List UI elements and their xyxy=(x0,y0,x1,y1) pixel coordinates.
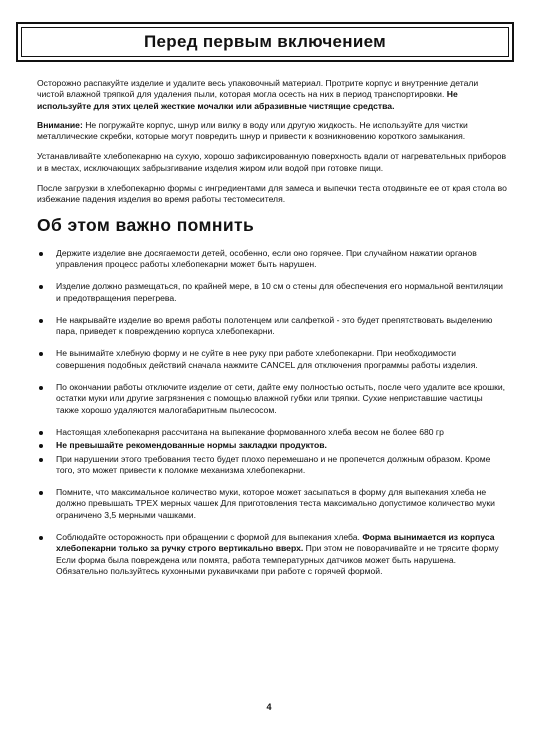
bullet-text: По окончании работы отключите изделие от сети, дайте ему полностью остыть, после чего удалите все крошки, остатки муки или другие загрязнения с помощью влажной губки или тряпки. Сухие неприставшие частицы также хорошо удаляются малогабаритным пылесосом. xyxy=(56,382,506,415)
attention-text: Не погружайте корпус, шнур или вилку в воду или другую жидкость. Не используйте для чистки металлические скребки, которые могут повредить шнур и привести к возникновению короткого замыкания. xyxy=(37,119,468,142)
bullet-dot-icon xyxy=(39,536,43,540)
bullet-dot-icon xyxy=(39,431,43,435)
bullet-dot-icon xyxy=(39,444,43,448)
page-content xyxy=(37,78,507,588)
attention-label: Внимание: xyxy=(37,119,83,130)
bullet-item xyxy=(37,454,507,477)
intro-paragraph-3: Устанавливайте хлебопекарню на сухую, хорошо зафиксированную поверхность вдали от нагревательных приборов и в местах, исключающих забрызгивание изделия жиром или водой при готовке пищи. xyxy=(37,151,507,173)
bullet-text: Помните, что максимальное количество муки, которое может засыпаться в форму для выпекания хлеба не должно превышать ТРЕХ мерных чашек Для приготовления теста максимально допустимое количество муки ограничено 3,5 мерными чашками. xyxy=(56,487,495,520)
safety-bullet-list xyxy=(37,248,507,578)
intro-paragraph-1 xyxy=(37,78,507,112)
bullet-dot-icon xyxy=(39,319,43,323)
bullet-item xyxy=(37,248,507,271)
intro-unpack-text: Осторожно распакуйте изделие и удалите весь упаковочный материал. Протрите корпус и внутренние детали чистой влажной тряпкой для удаления пыли, которая могла осесть на них в период транспортировки. xyxy=(37,78,479,100)
bullet-dot-icon xyxy=(39,252,43,256)
title-frame xyxy=(16,22,514,62)
bullet-text: Не превышайте рекомендованные нормы закладки продуктов. xyxy=(56,440,327,451)
bullet-text: Не накрывайте изделие во время работы полотенцем или салфеткой - это будет препятствовать выделению пара, приведет к повреждению корпуса хлебопекарни. xyxy=(56,314,493,337)
bullet-text: При нарушении этого требования тесто будет плохо перемешано и не пропечется должным образом. Кроме того, это может привести к поломке механизма хлебопекарни. xyxy=(56,453,491,475)
section-title: Об этом важно помнить xyxy=(37,214,255,235)
bullet-text-part-c: При этом не поворачивайте и не трясите форму Если форма была повреждена или помята, работа температурных датчиков может быть нарушена. Обязательно пользуйтесь кухонными рукавичками при работе с горячей формой. xyxy=(56,543,499,576)
bullet-item xyxy=(37,487,507,521)
bullet-text: Настоящая хлебопекарня рассчитана на выпекание формованного хлеба весом не более 680 гр xyxy=(56,426,444,437)
bullet-text: Не вынимайте хлебную форму и не суйте в нее руку при работе хлебопекарни. При необходимости совершения подобных действий сначала нажмите CANCEL для отключения программы работы изделия. xyxy=(56,348,478,370)
bullet-text: Держите изделие вне досягаемости детей, особенно, если оно горячее. При случайном нажатии органов управления процесс работы хлебопекарни может быть нарушен. xyxy=(56,247,477,269)
bullet-dot-icon xyxy=(39,458,43,462)
page-number: 4 xyxy=(266,702,272,712)
bullet-item xyxy=(37,348,507,371)
bullet-item xyxy=(37,281,507,304)
bullet-dot-icon xyxy=(39,285,43,289)
title-frame-inner xyxy=(21,27,509,57)
bullet-text-part-a: Соблюдайте осторожность при обращении с формой для выпекания хлеба. xyxy=(56,532,360,543)
intro-paragraph-4: После загрузки в хлебопекарню формы с ингредиентами для замеса и выпечки теста отодвиньте ее от края стола во избежание падения изделия во время работы тестомесителя. xyxy=(37,183,507,205)
bullet-item xyxy=(37,532,507,577)
bullet-dot-icon xyxy=(39,386,43,390)
bullet-text: Изделие должно размещаться, по крайней мере, в 10 см о стены для обеспечения его нормальной вентиляции и предотвращения перегрева. xyxy=(56,281,503,303)
bullet-text-part-b: Форма вынимается из корпуса хлебопекарни только за ручку строго вертикально вверх. xyxy=(56,532,495,554)
bullet-item xyxy=(37,427,507,438)
bullet-item xyxy=(37,440,507,451)
bullet-dot-icon xyxy=(39,352,43,356)
bullet-dot-icon xyxy=(39,491,43,495)
bullet-item xyxy=(37,382,507,416)
bullet-item xyxy=(37,315,507,338)
intro-warning-abrasives: Не используйте для этих целей жесткие мочалки или абразивные чистящие средства. xyxy=(37,89,458,111)
page-title: Перед первым включением xyxy=(144,32,386,51)
intro-paragraph-2 xyxy=(37,120,507,143)
